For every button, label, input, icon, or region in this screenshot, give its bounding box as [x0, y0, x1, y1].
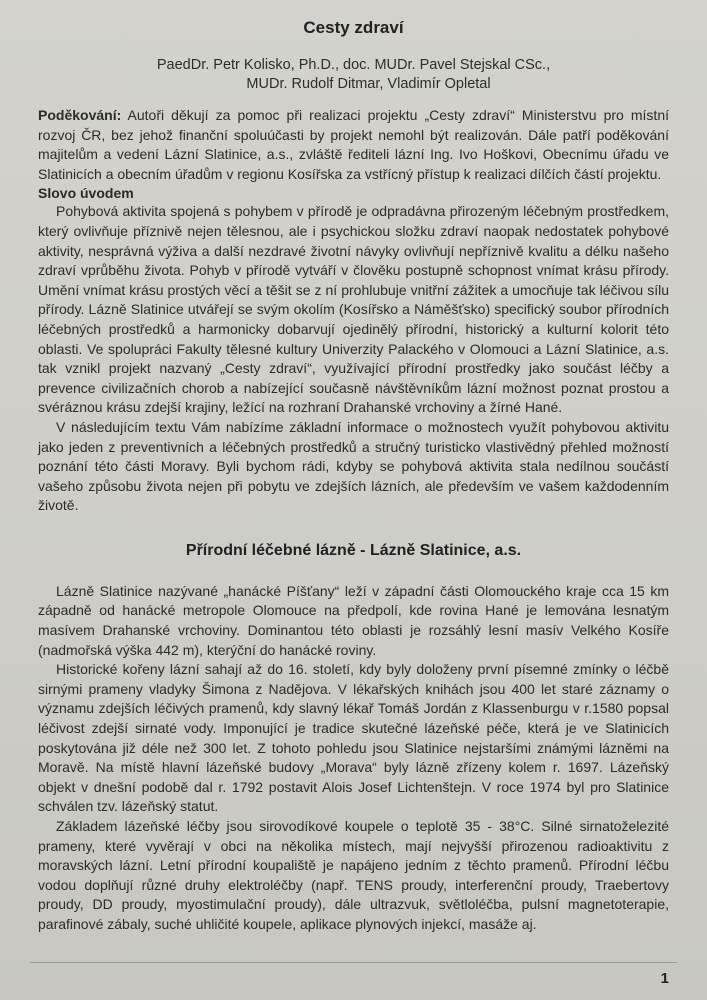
section-paragraph-3: Základem lázeňské léčby jsou sirovodíkové koupele o teplotě 35 - 38°C. Silné sirnatoželezité prameny, které vyvěrají v obci na několika místech, mají nejvyšší přirozenou radioaktivitu z moravských lázní. Letní přírodní koupaliště je napájeno jedním z těchto pramenů. Přírodní léčbu vodou doplňují různé druhy elektroléčby (např. TENS proudy, interferenční proudy, Traebertovy proudy, DD proudy, myostimulační proudy), dále ultrazvuk, světloléčba, pulsní magnetoterapie, parafinové zábaly, suché uhličité koupele, aplikace plynových injekcí, masáže aj.	[38, 818, 669, 932]
authors-line-1: PaedDr. Petr Kolisko, Ph.D., doc. MUDr. Pavel Stejskal CSc.,	[156, 57, 551, 73]
acknowledgement-text: Autoři děkují za pomoc při realizaci projektu „Cesty zdraví“ Ministerstvu pro místní rozvoj ČR, bez jehož finanční spoluúčasti by projekt nemohl být realizován. Dále patří poděkování majitelům a vedení Lázní Slatinice, a.s., zvláště řediteli lázní Ing. Ivo Hoškovi, Obecnímu úřadu ve Slatinicích a obecním úřadům v regionu Kosířska za vstřícný přístup k realizaci dílčích částí projektu.	[38, 107, 669, 182]
page-number: 1	[660, 970, 669, 987]
intro-heading: Slovo úvodem	[38, 185, 134, 202]
intro-paragraph-1: Pohybová aktivita spojená s pohybem v přírodě je odpradávna přirozeným léčebným prostředkem, který ovlivňuje příznivě nejen tělesnou, ale i psychickou složku zdraví naopak nedostatek pohybové aktivity, nesprávná výživa a další nezdravé životní návyky ovlivňují nepříznivě kvalitu a délku našeho zdraví vprůběhu života. Pohyb v přírodě vytváří v člověku postupně schopnost vnímat krásu přírody. Umění vnímat krásu prostých věcí a těšit se z ní prohlubuje vnitřní zážitek a umocňuje tak léčivou sílu přírody. Lázně Slatinice utvářejí se svým okolím (Kosířsko a Náměšťsko) specifický soubor přírodních léčebných prostředků a harmonicky dobarvují ojedinělý přírodní, historický a kulturní kolorit této oblasti. Ve spolupráci Fakulty tělesné kultury Univerzity Palackého v Olomouci a Lázní Slatinice, a.s. tak vznikl projekt nazvaný „Cesty zdraví“, využívající přírodní prostředky jako součást léčby a prevence civilizačních chorob a nabízející současně návštěvníkům lázní možnost poznat prostou a svéráznou krásu zdejší krajiny, ležící na rozhraní Drahanské vrchoviny a žírné Hané.	[38, 203, 669, 416]
intro-paragraph-2: V následujícím textu Vám nabízíme základní informace o možnostech využít pohybovou aktivitu jako jeden z preventivních a léčebných prostředků a stručný turisticko vlastivědný přehled možností poznání této části Moravy. Byli bychom rádi, kdyby se pohybová aktivita stala nedílnou součástí vašeho způsobu života nejen při pobytu ve zdejších lázních, ale především ve vašem každodenním životě.	[38, 418, 669, 514]
acknowledgement-label: Poděkování:	[38, 107, 122, 123]
authors-block	[38, 56, 669, 94]
document-title: Cesty zdraví	[303, 18, 404, 37]
footer-divider	[30, 962, 677, 963]
acknowledgement-paragraph	[38, 106, 669, 184]
section-paragraph-1: Lázně Slatinice nazývané „hanácké Píšťany“ leží v západní části Olomouckého kraje cca 15 km západně od hanácké metropole Olomouce na předpolí, kde rovina Hané je lemována lesnatým masívem Drahanské vrchoviny. Dominantou této oblasti je rozsáhlý lesní masív Velkého Kosíře (nadmořská výška 442 m), kterýční do hanácké roviny.	[38, 582, 669, 658]
section-title: Přírodní léčebné lázně - Lázně Slatinice, a.s.	[185, 541, 522, 559]
section-paragraph-2: Historické kořeny lázní sahají až do 16. století, kdy byly doloženy první písemné zmínky o léčbě sirnými prameny vladyky Šimona z Nadějova. V lékařských knihách jsou 400 let staré záznamy o významu zdejších léčivých pramenů, kdy slavný lékař Tomáš Jordán z Klassenburgu v r.1580 popsal léčivost zdejší sirnaté vody. Imponující je tradice skutečné lázeňské péče, která je ve Slatinicích poskytována již déle než 300 let. Z tohoto pohledu jsou Slatinice nejstaršími známými lázněmi na Moravě. Na místě hlavní lázeňské budovy „Morava“ byly lázně zřízeny kolem r. 1697. Lázeňský objekt v dnešní podobě dal r. 1792 postavit Alois Josef Lichtenštejn. V roce 1974 byl pro Slatinice schválen tzv. lázeňský statut.	[38, 661, 669, 815]
authors-line-2: MUDr. Rudolf Ditmar, Vladimír Opletal	[246, 76, 491, 92]
